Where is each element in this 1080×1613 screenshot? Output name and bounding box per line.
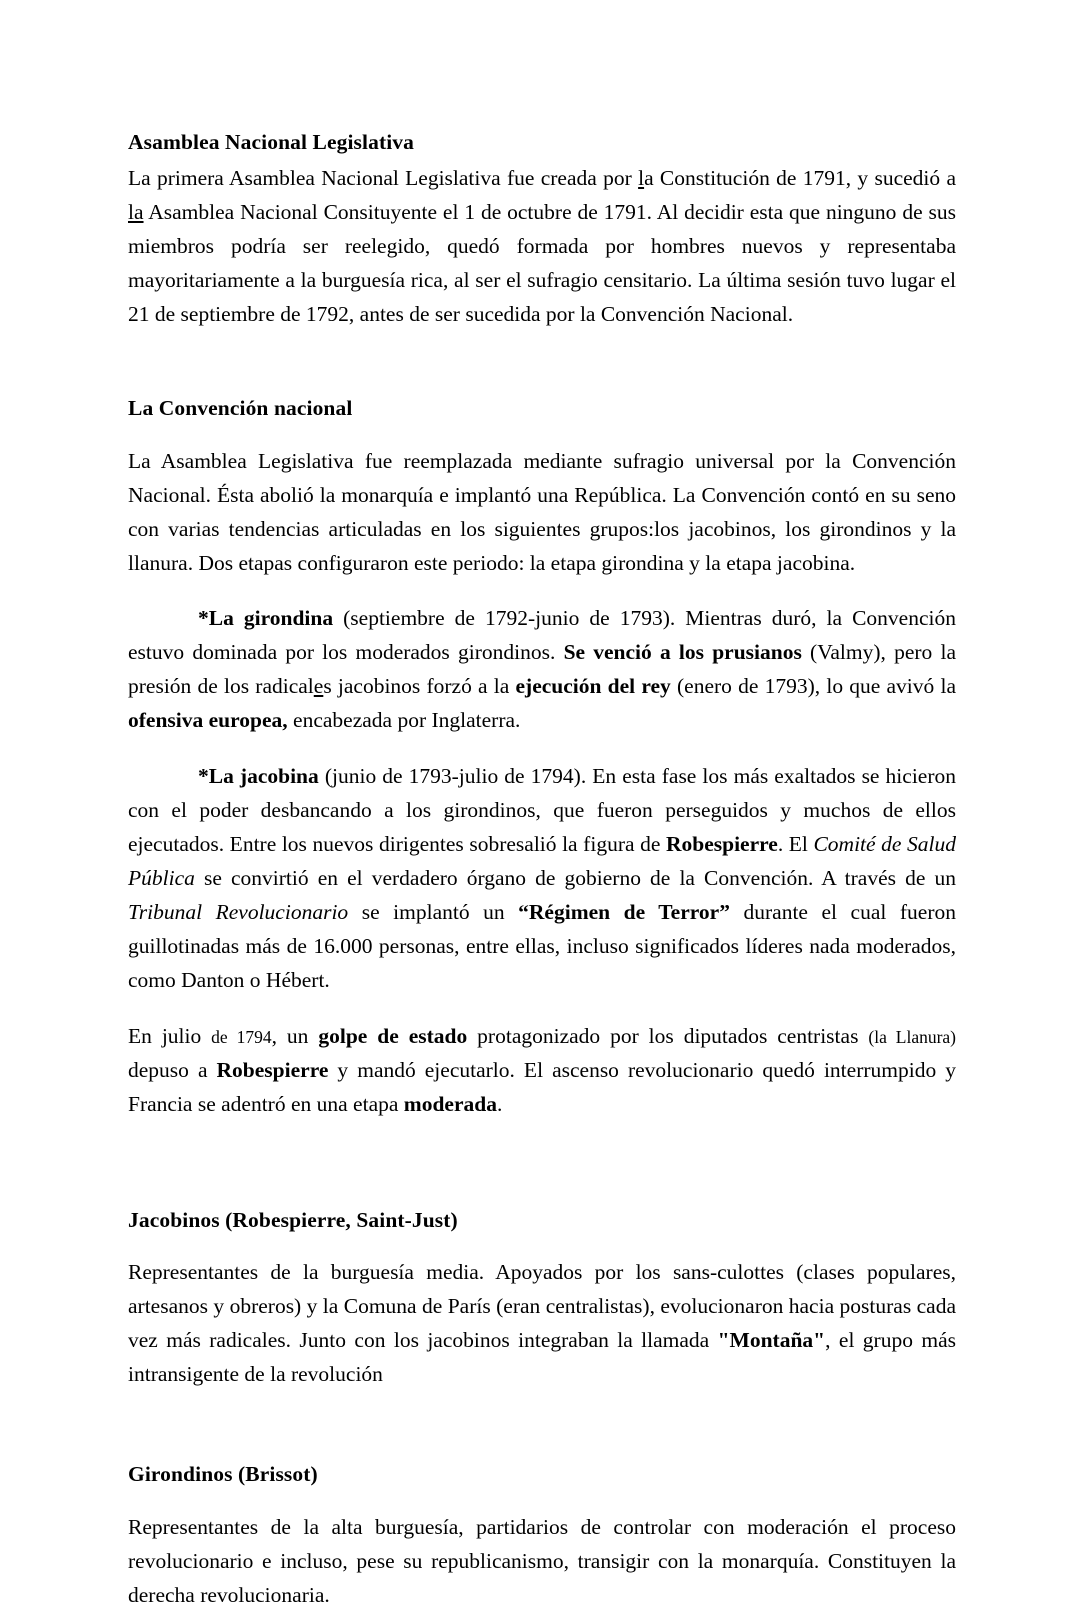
bold-run-regimen-de-terror: “Régimen de Terror” xyxy=(518,900,730,925)
text-run: En julio xyxy=(128,1024,212,1049)
text-run: se implantó un xyxy=(348,900,519,925)
text-run: , el grupo más intransigente de la revolución xyxy=(128,1328,956,1387)
spacer xyxy=(128,423,956,445)
document-body xyxy=(128,128,956,1613)
spacer xyxy=(128,332,956,394)
text-run: Representantes de la alta burguesía, partidarios de controlar con moderación el proceso revolucionario e incluso, pese su republicanismo, transigir con la monarquía. Constituyen la derecha revolucionaria. xyxy=(128,1514,956,1607)
text-run: (enero de 1793), lo que avivó la xyxy=(670,674,957,699)
spacer xyxy=(128,738,956,760)
italic-run-comite-salud-publica: Comité de Salud Pública xyxy=(128,832,956,891)
underlined-run: e xyxy=(313,674,324,699)
small-text-run-de-1794: de 1794 xyxy=(211,1027,272,1048)
text-run: protagonizado por los diputados centristas xyxy=(467,1024,869,1049)
text-run: . xyxy=(496,1092,503,1117)
spacer xyxy=(128,1122,956,1184)
paragraph-convencion-girondina xyxy=(128,602,956,738)
text-run: . El xyxy=(777,832,814,857)
paragraph-convencion-jacobina xyxy=(128,760,956,998)
spacer xyxy=(128,1392,956,1454)
paragraph-convencion-golpe-de-estado xyxy=(128,1020,956,1122)
paragraph-girondinos-p1 xyxy=(128,1511,956,1613)
italic-run-tribunal-revolucionario: Tribunal Revolucionario xyxy=(128,900,349,925)
small-text-run-la-llanura: (la Llanura) xyxy=(868,1027,957,1048)
text-run: depuso a xyxy=(128,1058,217,1083)
paragraph-jacobinos-p1 xyxy=(128,1256,956,1392)
spacer xyxy=(128,1489,956,1511)
bold-run-robespierre: Robespierre xyxy=(216,1058,329,1083)
paragraph-convencion-p1 xyxy=(128,445,956,581)
bold-run-robespierre: Robespierre xyxy=(665,832,778,857)
bold-run-montana: "Montaña" xyxy=(717,1328,826,1353)
text-run: (junio de 1793-julio de 1794). En esta fase los más exaltados se hicieron con el poder desbancando a los girondinos, que fueron perseguidos y muchos de ellos ejecutados. Entre los nuevos dirigentes sobresalió la figura de xyxy=(128,764,956,857)
text-run: Representantes de la burguesía media. Apoyados por los sans-culottes (clases populares, artesanos y obreros) y la Comuna de París (eran centralistas), evolucionaron hacia posturas cada vez más radicales. Junto con los jacobinos integraban la llamada xyxy=(128,1260,956,1353)
bold-run-la-jacobina: *La jacobina xyxy=(198,764,319,789)
text-run: s jacobinos forzó a la xyxy=(323,674,516,699)
section-heading-jacobinos: Jacobinos (Robespierre, Saint-Just) xyxy=(128,1208,458,1233)
text-run: (Valmy), pero la presión de los radical xyxy=(128,640,956,699)
spacer xyxy=(128,580,956,602)
spacer xyxy=(128,1234,956,1256)
text-run: (septiembre de 1792-junio de 1793). Mientras duró, la Convención estuvo dominada por los moderados girondinos. xyxy=(128,606,956,665)
text-run: encabezada por Inglaterra. xyxy=(287,708,521,733)
bold-run: ejecución del rey xyxy=(515,674,671,699)
bold-run: ofensiva europea, xyxy=(128,708,288,733)
text-run: y mandó ejecutarlo. El ascenso revolucionario quedó interrumpido y Francia se adentró en una etapa xyxy=(128,1058,956,1117)
paragraph-asamblea-p1 xyxy=(128,162,956,332)
bold-run: Se venció a los prusianos xyxy=(563,640,802,665)
text-run: durante el cual fueron guillotinadas más de 16.000 personas, entre ellas, incluso significados líderes nada moderados, como Danton o Hébert. xyxy=(128,900,956,993)
text-run: La Asamblea Legislativa fue reemplazada mediante sufragio universal por la Convención Nacional. Ésta abolió la monarquía e implantó una República. La Convención contó en su seno con varias tendencias articuladas en los siguientes grupos:los jacobinos, los girondinos y la llanura. Dos etapas configuraron este periodo: la etapa girondina y la etapa jacobina. xyxy=(128,448,956,575)
spacer xyxy=(128,998,956,1020)
bold-run-golpe-de-estado: golpe de estado xyxy=(318,1024,468,1049)
bold-run-moderada: moderada xyxy=(403,1092,497,1117)
text-run: Asamblea Nacional Consituyente el 1 de octubre de 1791. Al decidir esta que ninguno de sus miembros podría ser reelegido, quedó formada por hombres nuevos y representaba mayoritariamente a la burguesía rica, al ser el sufragio censitario. La última sesión tuvo lugar el 21 de septiembre de 1792, antes de ser sucedida por la Convención Nacional. xyxy=(128,200,956,327)
bold-run-la-girondina: *La girondina xyxy=(198,606,334,631)
section-heading-la-convencion-nacional: La Convención nacional xyxy=(128,396,353,421)
text-run: se convirtió en el verdadero órgano de gobierno de la Convención. A través de un xyxy=(194,866,956,891)
text-run: , un xyxy=(271,1024,319,1049)
text-run: a Constitución de 1791, y sucedió a xyxy=(644,166,956,191)
section-heading-asamblea-nacional-legislativa: Asamblea Nacional Legislativa xyxy=(128,130,414,154)
text-run: La primera Asamblea Nacional Legislativa fue creada por xyxy=(128,166,639,191)
spacer xyxy=(128,1184,956,1206)
section-heading-girondinos: Girondinos (Brissot) xyxy=(128,1462,318,1487)
underlined-run: la xyxy=(128,200,144,225)
underlined-run: l xyxy=(638,166,645,191)
